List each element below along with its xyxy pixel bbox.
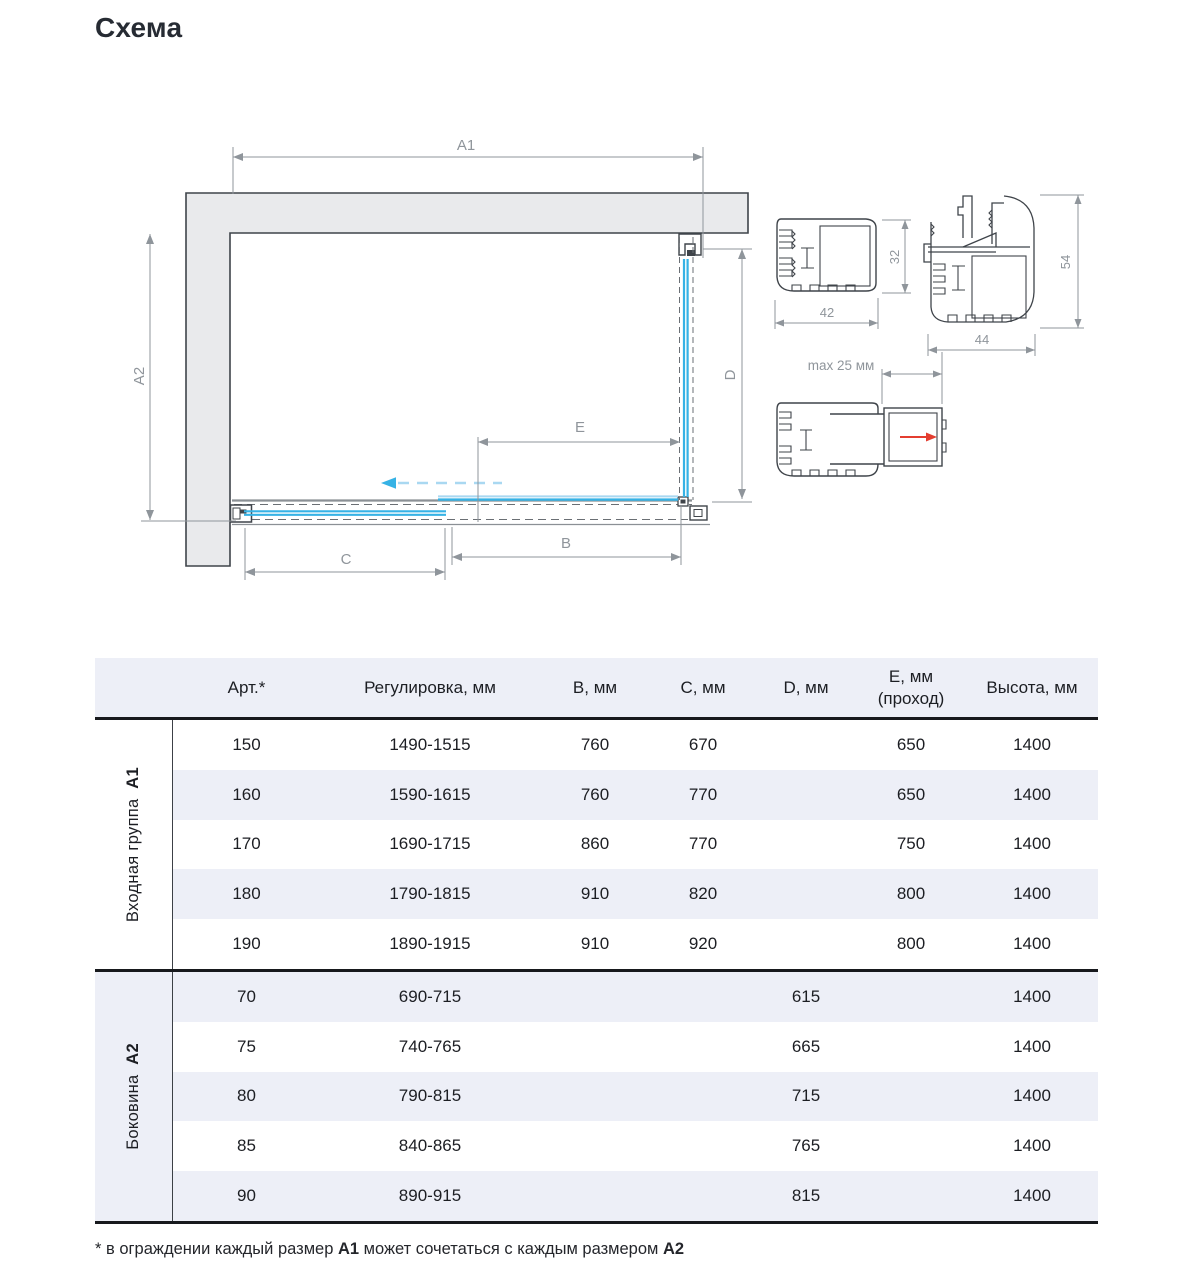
table-row: 70 690-715 615 1400 bbox=[173, 972, 1098, 1022]
corner-profile-bottom-right bbox=[678, 497, 707, 520]
profile-extension bbox=[777, 352, 946, 476]
dim-label-c: C bbox=[340, 551, 352, 568]
table-row: 75 740-765 665 1400 bbox=[173, 1022, 1098, 1072]
table-row: 170 1690-1715 860 770 750 1400 bbox=[173, 820, 1098, 870]
col-header-e: E, мм (проход) bbox=[877, 667, 945, 708]
dim-label-a1: A1 bbox=[456, 137, 476, 154]
extension-slider bbox=[884, 408, 946, 466]
fixed-panel-glass bbox=[438, 496, 678, 499]
dim-label-d: D bbox=[722, 369, 739, 381]
side-panel-edges bbox=[680, 237, 694, 500]
page-title: Схема bbox=[95, 12, 183, 43]
group-label-a1: Входная группа A1 bbox=[95, 720, 173, 969]
dim-label-32: 32 bbox=[887, 249, 902, 265]
col-header-art: Арт.* bbox=[227, 677, 266, 697]
dim-label-e: E bbox=[574, 419, 586, 436]
table-row: 190 1890-1915 910 920 800 1400 bbox=[173, 919, 1098, 969]
table-header bbox=[95, 658, 1098, 720]
wall bbox=[186, 193, 748, 566]
table-row: 180 1790-1815 910 820 800 1400 bbox=[173, 869, 1098, 919]
dim-label-max25: max 25 мм bbox=[807, 358, 875, 373]
wall-profile-left bbox=[231, 505, 252, 522]
profile-section-42x32 bbox=[775, 219, 911, 329]
dim-label-42: 42 bbox=[819, 305, 835, 320]
table-row: 150 1490-1515 760 670 650 1400 bbox=[173, 720, 1098, 770]
col-header-height: Высота, мм bbox=[986, 677, 1078, 697]
dim-label-54: 54 bbox=[1058, 254, 1073, 270]
table-group-a2 bbox=[95, 972, 1098, 1224]
footnote: * в ограждении каждый размер A1 может сочетаться с каждым размером A2 bbox=[95, 1240, 685, 1258]
col-header-c: C, мм bbox=[680, 677, 726, 697]
col-header-adjust: Регулировка, мм bbox=[364, 677, 496, 697]
table-row: 160 1590-1615 760 770 650 1400 bbox=[173, 770, 1098, 820]
table-row: 90 890-915 815 1400 bbox=[173, 1171, 1098, 1221]
table-row: 85 840-865 765 1400 bbox=[173, 1121, 1098, 1171]
dim-label-44: 44 bbox=[974, 332, 990, 347]
group-label-a2: Боковина A2 bbox=[95, 972, 173, 1221]
spec-table bbox=[95, 658, 1098, 1224]
bottom-track bbox=[232, 501, 710, 525]
col-header-b: B, мм bbox=[572, 677, 618, 697]
table-group-a1 bbox=[95, 720, 1098, 972]
slide-direction-arrow bbox=[381, 477, 502, 489]
dim-label-b: B bbox=[560, 535, 572, 552]
dim-label-a2: A2 bbox=[131, 366, 148, 386]
side-panel-glass bbox=[684, 259, 688, 497]
col-header-d: D, мм bbox=[783, 677, 829, 697]
profile-section-44x54 bbox=[924, 195, 1084, 356]
sliding-door-glass bbox=[244, 511, 446, 515]
table-row: 80 790-815 715 1400 bbox=[173, 1072, 1098, 1122]
wall-profile-top-right bbox=[679, 234, 701, 256]
